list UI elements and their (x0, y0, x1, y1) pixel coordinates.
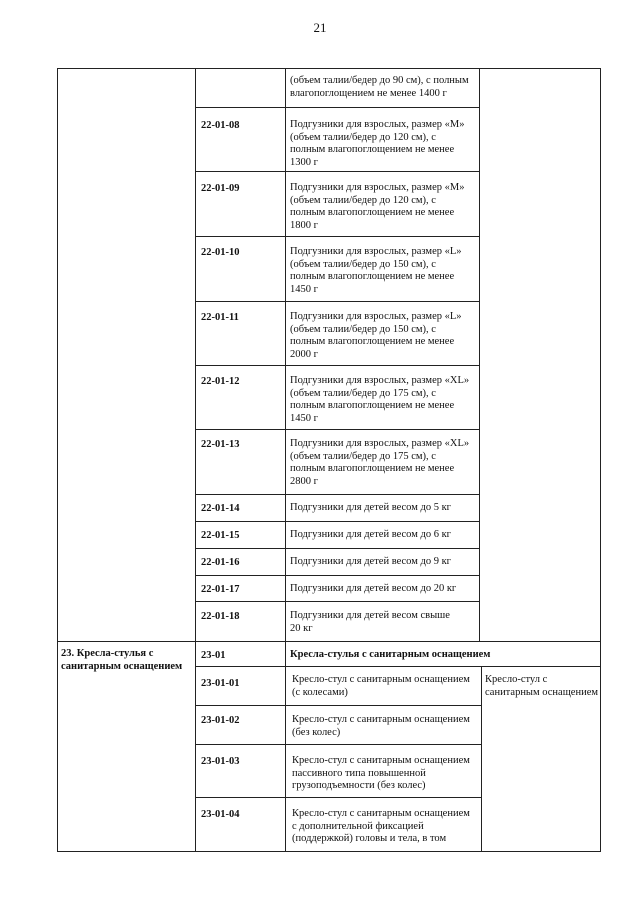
table-row-line (195, 236, 480, 237)
table-border-col3 (285, 68, 286, 852)
table-border-col2 (195, 68, 196, 852)
row-code: 22-01-12 (201, 376, 240, 387)
row-code: 23-01-03 (201, 756, 240, 767)
section-title: 23. Кресла-стулья с санитарным оснащением (61, 648, 183, 672)
row-code: 22-01-09 (201, 183, 240, 194)
table-row-line (195, 521, 480, 522)
table-row-line (57, 641, 601, 642)
row-description: Подгузники для детей весом до 6 кг (290, 529, 451, 540)
group-code: 23-01 (201, 650, 226, 661)
table-row-line (195, 429, 480, 430)
table-row-line (195, 548, 480, 549)
table-border-col4-bottom (481, 666, 482, 852)
table-row-line (195, 171, 480, 172)
row-description: Подгузники для детей весом до 5 кг (290, 502, 451, 513)
table-row-line (57, 68, 601, 69)
row-description: Подгузники для детей весом свыше 20 кг (290, 610, 450, 634)
row-code: 22-01-15 (201, 530, 240, 541)
row-description: Подгузники для взрослых, размер «L» (объем талии/бедер до 150 см), с полным влагопоглощением не менее 2000 г (290, 311, 462, 360)
row-code: 22-01-08 (201, 120, 240, 131)
row-description: Кресло-стул с санитарным оснащением пассивного типа повышенной грузоподъемности (без колес) (292, 755, 470, 791)
table-border-left (57, 68, 58, 852)
row-description: Подгузники для взрослых, размер «L» (объем талии/бедер до 150 см), с полным влагопоглощением не менее 1450 г (290, 246, 462, 295)
row-description: Подгузники для детей весом до 20 кг (290, 583, 457, 594)
row-code: 22-01-13 (201, 439, 240, 450)
row-description: Кресло-стул с санитарным оснащением (без колес) (292, 714, 470, 738)
row-description: Подгузники для взрослых, размер «XL» (объем талии/бедер до 175 см), с полным влагопоглощением не менее 1450 г (290, 375, 470, 424)
table-row-line (195, 601, 480, 602)
row-description: Подгузники для взрослых, размер «M» (объем талии/бедер до 120 см), с полным влагопоглощением не менее 1300 г (290, 119, 465, 168)
section-extra-label: Кресло-стул с санитарным оснащением (485, 674, 598, 698)
row-code: 22-01-10 (201, 247, 240, 258)
table-border-right (600, 68, 601, 852)
row-code: 23-01-02 (201, 715, 240, 726)
row-description: Кресло-стул с санитарным оснащением с дополнительной фиксацией (поддержкой) головы и тела, в том (292, 808, 470, 844)
table-row-line (195, 705, 482, 706)
row-code: 23-01-04 (201, 809, 240, 820)
table-row-line (195, 494, 480, 495)
table-row-line (195, 744, 482, 745)
table-row-line (195, 365, 480, 366)
table-border-col4-top (479, 68, 480, 641)
row-description: (объем талии/бедер до 90 см), с полным влагопоглощением не менее 1400 г (290, 75, 469, 99)
group-title: Кресла-стулья с санитарным оснащением (290, 649, 491, 660)
row-code: 22-01-17 (201, 584, 240, 595)
row-code: 22-01-16 (201, 557, 240, 568)
row-code: 22-01-14 (201, 503, 240, 514)
table-row-line (57, 851, 601, 852)
row-description: Подгузники для детей весом до 9 кг (290, 556, 451, 567)
table-row-line (195, 575, 480, 576)
row-code: 22-01-11 (201, 312, 239, 323)
row-description: Кресло-стул с санитарным оснащением (с колесами) (292, 674, 470, 698)
table-row-line (195, 666, 601, 667)
row-code: 23-01-01 (201, 678, 240, 689)
row-description: Подгузники для взрослых, размер «M» (объем талии/бедер до 120 см), с полным влагопоглощением не менее 1800 г (290, 182, 465, 231)
table-row-line (195, 301, 480, 302)
row-code: 22-01-18 (201, 611, 240, 622)
table-row-line (195, 107, 480, 108)
row-description: Подгузники для взрослых, размер «XL» (объем талии/бедер до 175 см), с полным влагопоглощением не менее 2800 г (290, 438, 470, 487)
page-number: 21 (313, 20, 327, 35)
table-row-line (195, 797, 482, 798)
